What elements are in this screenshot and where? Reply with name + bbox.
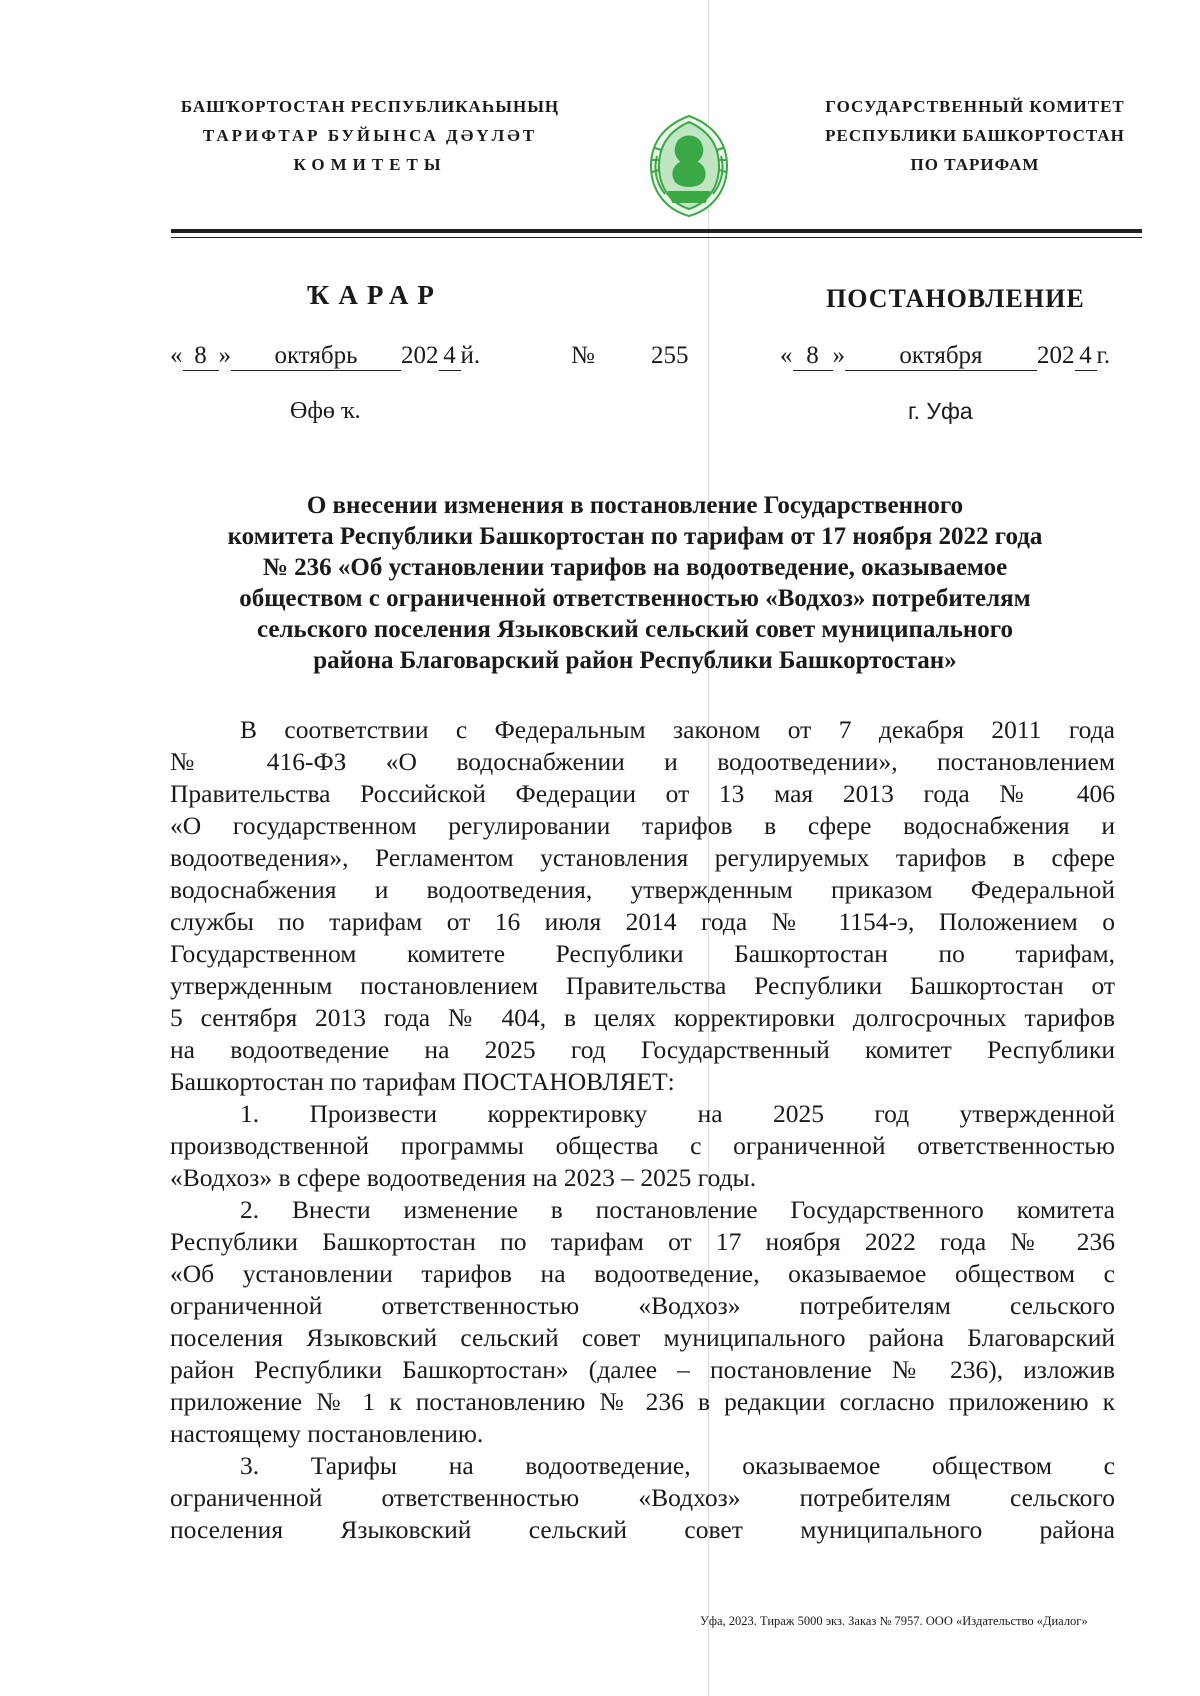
header-russian-org-name — [775, 92, 1175, 179]
title-line: обществом с ограниченной ответственностью «Водхоз» потребителям — [239, 585, 1031, 612]
bashkortostan-coat-of-arms-icon — [637, 110, 741, 222]
body-line: производственной программы общества с ограниченной ответственностью — [170, 1131, 1115, 1160]
body-line: поселения Языковский сельский совет муниципального района — [170, 1515, 1115, 1544]
body-line: службы по тарифам от 16 июля 2014 года № 1154-э, Положением о — [170, 907, 1115, 936]
date-line-left — [170, 342, 480, 371]
date-right-day: 8 — [793, 342, 833, 371]
title-line: района Благоварский район Республики Башкортостан» — [313, 647, 957, 674]
body-line: Государственном комитете Республики Башкортостан по тарифам, — [170, 939, 1115, 968]
body-line: водоотведения», Регламентом установления регулируемых тарифов в сфере — [170, 843, 1115, 872]
header-right-line-3: ПО ТАРИФАМ — [910, 155, 1040, 174]
date-right-year-prefix: 202 — [1037, 342, 1075, 369]
document-title — [170, 490, 1100, 676]
document-body — [170, 714, 1115, 1546]
body-line: ограниченной ответственностью «Водхоз» потребителям сельского — [170, 1291, 1115, 1320]
act-type-russian: ПОСТАНОВЛЕНИЕ — [826, 284, 1085, 313]
header-left-line-3: КОМИТЕТЫ — [293, 155, 447, 174]
header-bashkir-org-name — [150, 92, 590, 179]
date-left-open-quote: « — [170, 342, 183, 369]
body-line: приложение № 1 к постановлению № 236 в редакции согласно приложению к — [170, 1387, 1115, 1416]
body-line: 3. Тарифы на водоотведение, оказываемое обществом с — [240, 1451, 1115, 1480]
header-right-line-2: РЕСПУБЛИКИ БАШКОРТОСТАН — [825, 126, 1125, 145]
header-left-line-2: ТАРИФТАР БУЙЫНСА ДӘҮЛӘТ — [202, 126, 538, 145]
title-line: комитета Республики Башкортостан по тарифам от 17 ноября 2022 года — [227, 523, 1043, 550]
header-divider-thick — [171, 229, 1142, 233]
date-right-close-quote: » — [832, 342, 845, 369]
date-left-year-suffix: й. — [460, 342, 481, 369]
date-right-open-quote: « — [780, 342, 793, 369]
title-line: сельского поселения Языковский сельский совет муниципального — [257, 616, 1013, 643]
footer-imprint: Уфа, 2023. Тираж 5000 экз. Заказ № 7957. ООО «Издательство «Диалог» — [700, 1614, 1088, 1628]
header-left-line-1: БАШҠОРТОСТАН РЕСПУБЛИКАҺЫНЫҢ — [180, 97, 560, 116]
body-line: 2. Внести изменение в постановление Государственного комитета — [240, 1195, 1115, 1224]
city-russian: г. Уфа — [908, 398, 973, 424]
header-divider-thin — [171, 237, 1142, 238]
date-right-year-digit: 4 — [1075, 342, 1097, 371]
act-number: 255 — [651, 342, 689, 369]
title-line: О внесении изменения в постановление Государственного — [306, 492, 964, 519]
body-line: Республики Башкортостан по тарифам от 17 ноября 2022 года № 236 — [170, 1227, 1115, 1256]
date-left-close-quote: » — [218, 342, 231, 369]
act-number-sign: № — [571, 342, 595, 369]
body-line: 5 сентября 2013 года № 404, в целях корректировки долгосрочных тарифов — [170, 1003, 1115, 1032]
body-line: Башкортостан по тарифам ПОСТАНОВЛЯЕТ: — [170, 1067, 675, 1096]
body-line: Правительства Российской Федерации от 13 мая 2013 года № 406 — [170, 779, 1115, 808]
city-bashkir: Өфө ҡ. — [290, 398, 361, 424]
date-line-right — [780, 342, 1110, 371]
body-line: ограниченной ответственностью «Водхоз» потребителям сельского — [170, 1483, 1115, 1512]
date-left-year-digit: 4 — [439, 342, 461, 371]
date-right-month: октября — [845, 342, 1037, 371]
date-left-month: октябрь — [231, 342, 401, 371]
body-line: на водоотведение на 2025 год Государственный комитет Республики — [170, 1035, 1115, 1064]
body-line: В соответствии с Федеральным законом от 7 декабря 2011 года — [240, 715, 1115, 744]
body-line: район Республики Башкортостан» (далее – постановление № 236), изложив — [170, 1355, 1115, 1384]
date-left-year-prefix: 202 — [401, 342, 439, 369]
body-line: 1. Произвести корректировку на 2025 год утвержденной — [240, 1099, 1115, 1128]
body-line: «Об установлении тарифов на водоотведение, оказываемое обществом с — [170, 1259, 1115, 1288]
body-line: «О государственном регулировании тарифов в сфере водоснабжения и — [170, 811, 1115, 840]
body-line: утвержденным постановлением Правительства Республики Башкортостан от — [170, 971, 1115, 1000]
body-line: настоящему постановлению. — [170, 1419, 484, 1448]
title-line: № 236 «Об установлении тарифов на водоотведение, оказываемое — [262, 554, 1008, 581]
act-type-bashkir: ҠАРАР — [307, 280, 443, 310]
body-line: № 416-ФЗ «О водоснабжении и водоотведении», постановлением — [170, 747, 1115, 776]
body-line: поселения Языковский сельский совет муниципального района Благоварский — [170, 1323, 1115, 1352]
date-right-year-suffix: г. — [1096, 342, 1111, 369]
header-right-line-1: ГОСУДАРСТВЕННЫЙ КОМИТЕТ — [825, 97, 1125, 116]
body-line: «Водхоз» в сфере водоотведения на 2023 – 2025 годы. — [170, 1163, 757, 1192]
date-left-day: 8 — [183, 342, 219, 371]
body-line: водоснабжения и водоотведения, утвержденным приказом Федеральной — [170, 875, 1115, 904]
